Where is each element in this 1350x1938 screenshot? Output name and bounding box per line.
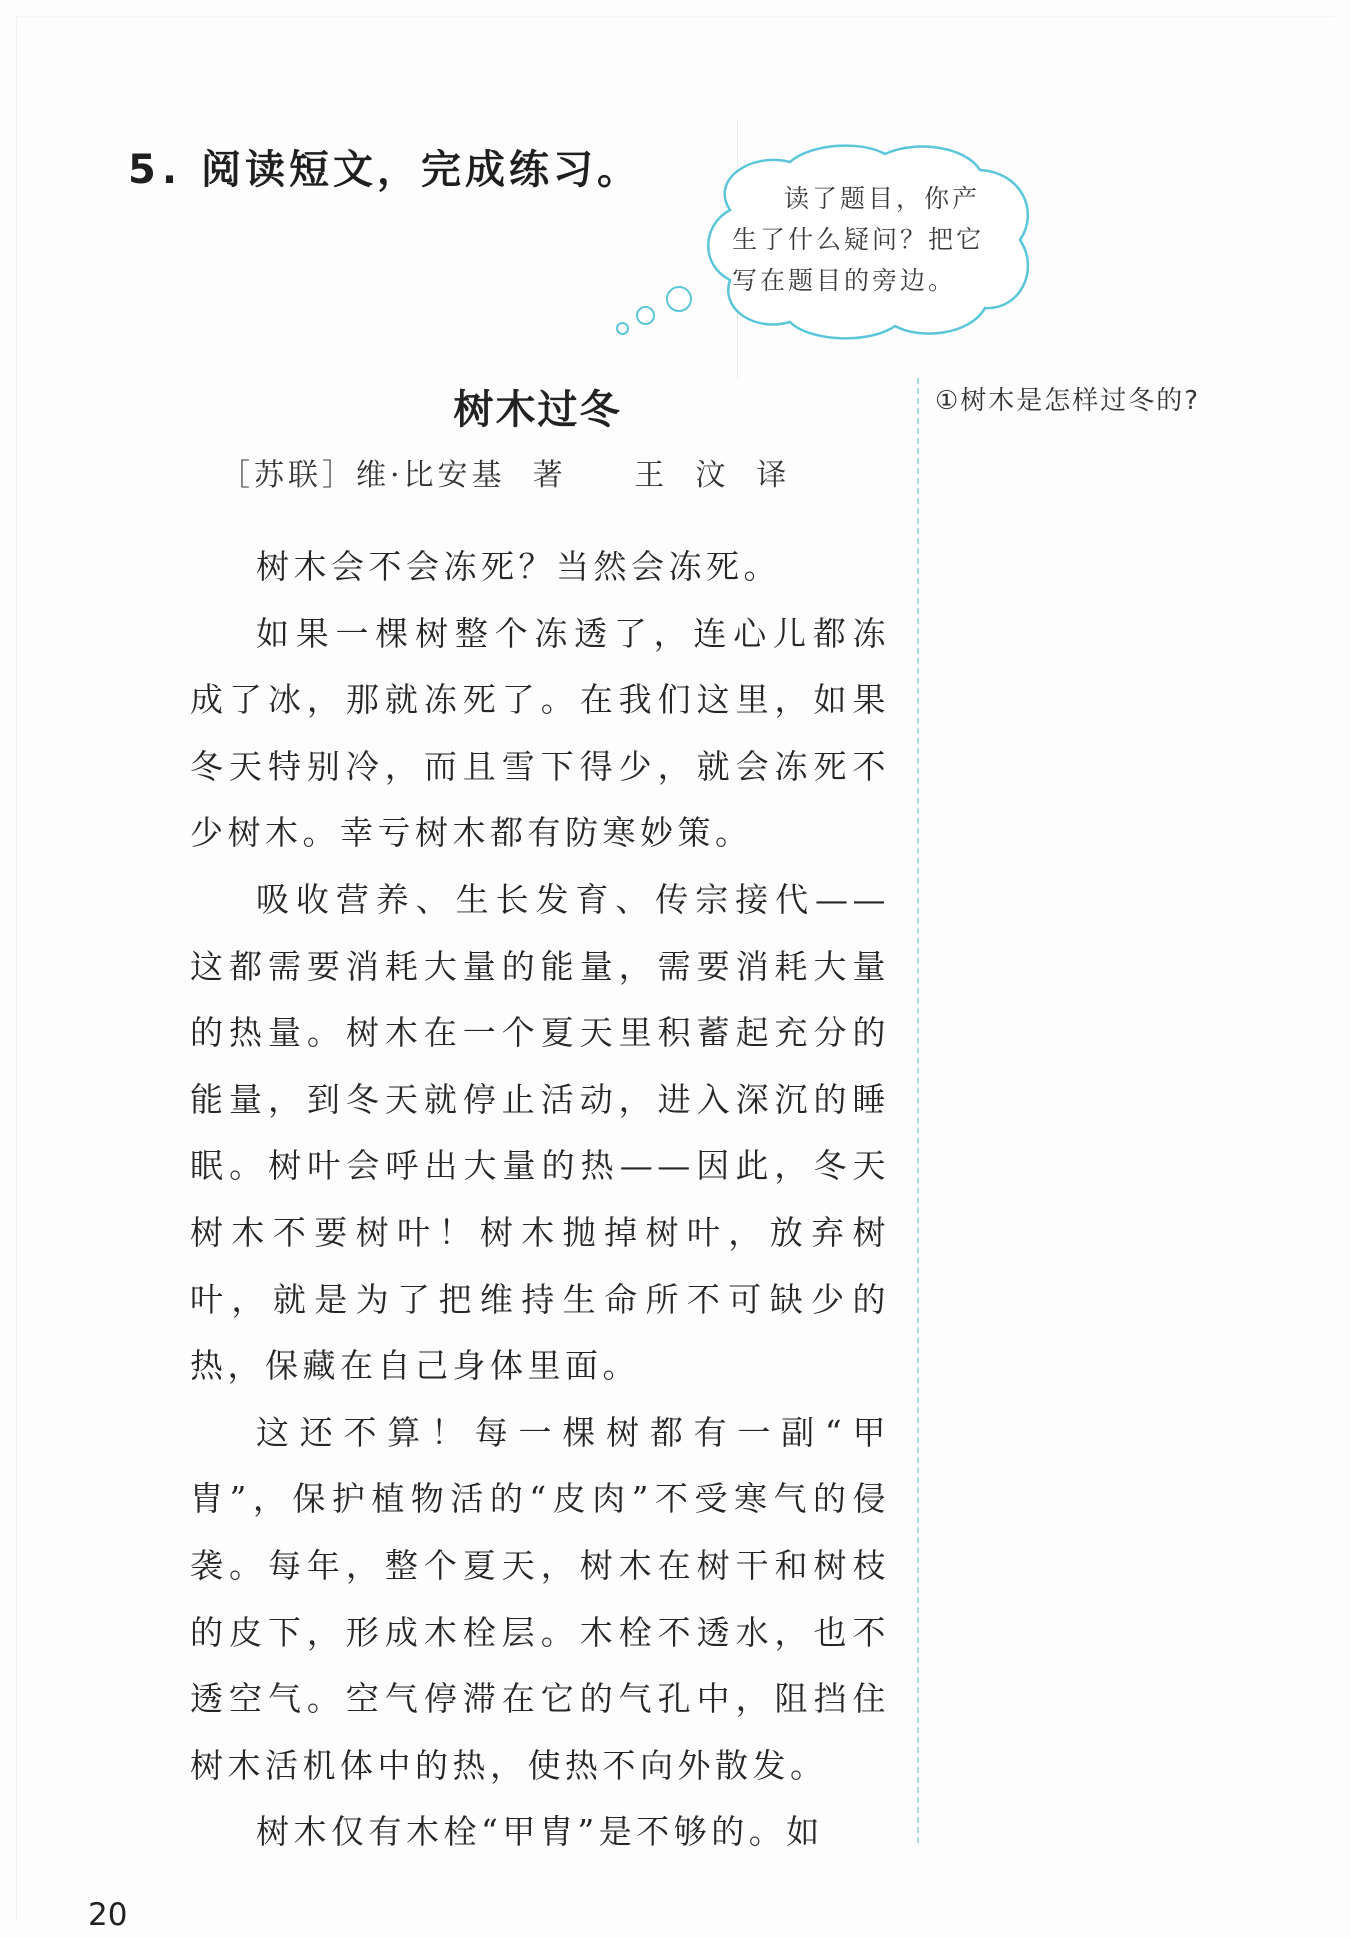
exercise-heading — [128, 138, 641, 195]
thought-bubble — [690, 140, 1040, 345]
paragraph-1: 树木会不会冻死？当然会冻死。 — [256, 547, 781, 586]
paragraph-2: 如果一棵树整个冻透了，连心儿都冻成了冰，那就冻死了。在我们这里，如果冬天特别冷，而且雪下得少，就会冻死不少树木。幸亏树木都有防寒妙策。 — [190, 613, 890, 853]
thought-bubble-dot-medium — [636, 306, 655, 325]
margin-divider — [917, 378, 919, 1843]
paragraph-4: 这还不算！每一棵树都有一副“甲胄”，保护植物活的“皮肉”不受寒气的侵袭。每年，整个夏天，树木在树干和树枝的皮下，形成木栓层。木栓不透水，也不透空气。空气停滞在它的气孔中，阻挡住树木活机体中的热，使热不向外散发。 — [190, 1412, 890, 1785]
exercise-number: 5. — [128, 147, 184, 193]
thought-line-1: 读了题目，你产 — [784, 184, 981, 213]
exercise-instruction: 阅读短文，完成练习。 — [200, 147, 641, 193]
thought-line-2: 生了什么疑问？把它 — [732, 225, 985, 254]
page-number: 20 — [88, 1897, 128, 1933]
thought-line-3: 写在题目的旁边。 — [732, 266, 957, 295]
paragraph-3: 吸收营养、生长发育、传宗接代——这都需要消耗大量的能量，需要消耗大量的热量。树木在一个夏天里积蓄起充分的能量，到冬天就停止活动，进入深沉的睡眠。树叶会呼出大量的热——因此，冬天树木不要树叶！树木抛掉树叶，放弃树叶，就是为了把维持生命所不可缺少的热，保藏在自己身体里面。 — [190, 879, 890, 1386]
article-byline: ［苏联］维·比安基 著 王 汶 译 — [220, 458, 791, 493]
thought-bubble-text — [732, 178, 1002, 301]
margin-note: ①树木是怎样过冬的? — [935, 386, 1201, 416]
thought-bubble-dot-large — [666, 286, 692, 312]
article-title: 树木过冬 — [453, 387, 622, 433]
thought-bubble-dot-small — [616, 322, 629, 335]
article-body — [190, 534, 890, 1866]
paragraph-5: 树木仅有木栓“甲胄”是不够的。如 — [256, 1812, 824, 1852]
